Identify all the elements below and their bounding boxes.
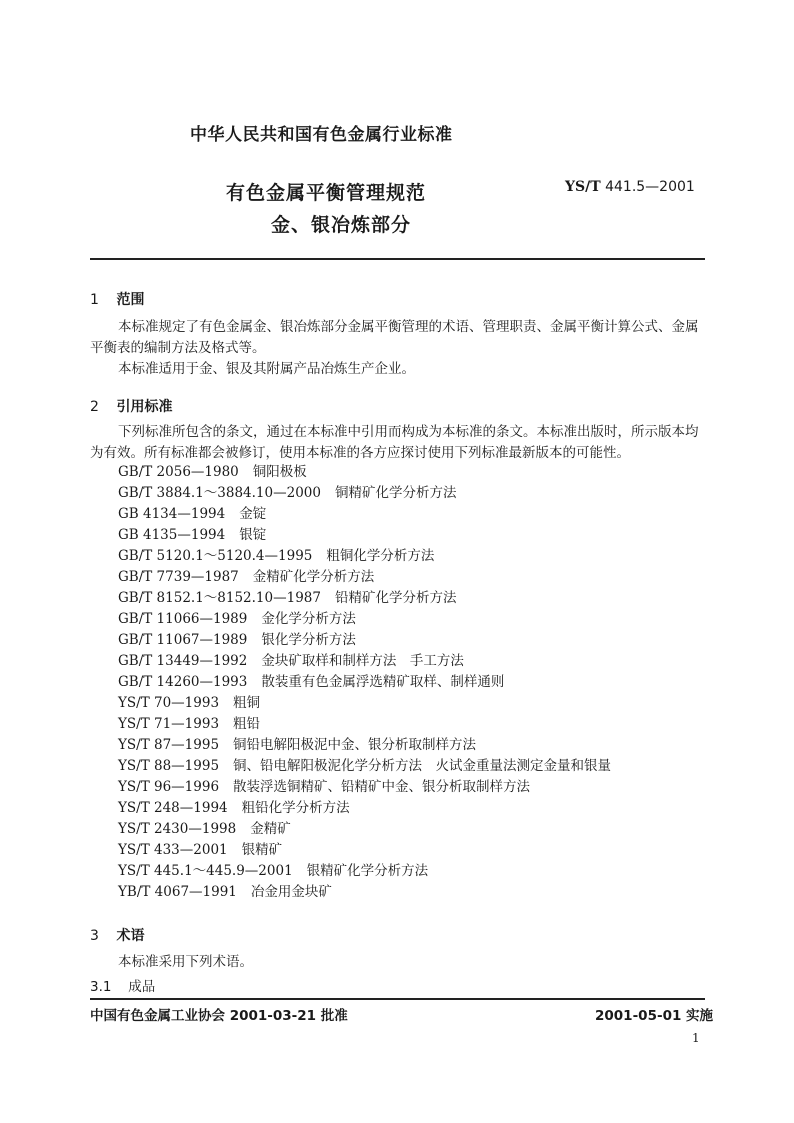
reference-code: GB/T 8152.1～8152.10—1987 (118, 590, 321, 606)
reference-title: 银化学分析方法 (261, 632, 356, 648)
reference-title: 冶金用金块矿 (250, 884, 332, 900)
terms-intro-paragraph: 本标准采用下列术语。 (118, 954, 253, 970)
reference-item (118, 630, 611, 651)
implementation-date: 2001-05-01 实施 (595, 1008, 714, 1024)
subsection-title: 成品 (128, 979, 156, 995)
document-subtitle: 金、银冶炼部分 (271, 214, 412, 236)
reference-code: GB/T 7739—1987 (118, 569, 239, 585)
standard-type-header: 中华人民共和国有色金属行业标准 (190, 125, 453, 145)
reference-title: 铜阳极板 (252, 464, 307, 480)
reference-item (118, 777, 611, 798)
reference-title: 粗铜 (233, 695, 261, 711)
standard-code-number: 441.5—2001 (605, 179, 695, 195)
reference-code: YB/T 4067—1991 (118, 884, 237, 900)
footer-divider (90, 998, 705, 1000)
subsection-3-1 (90, 975, 155, 995)
reference-code: YS/T 87—1995 (118, 737, 220, 753)
reference-code: YS/T 445.1～445.9—2001 (118, 863, 293, 879)
reference-title: 金锭 (239, 506, 267, 522)
reference-title: 散装浮选铜精矿、铅精矿中金、银分析取制样方法 (233, 779, 531, 795)
standard-code (565, 179, 695, 195)
reference-item (118, 609, 611, 630)
approval-info: 中国有色金属工业协会 2001-03-21 批准 (90, 1008, 348, 1024)
reference-title: 铜、铅电解阳极泥化学分析方法 火试金重量法测定金量和银量 (233, 758, 612, 774)
scope-paragraph-1: 本标准规定了有色金属金、银冶炼部分金属平衡管理的术语、管理职责、金属平衡计算公式、金属平衡表的编制方法及格式等。 (90, 319, 699, 356)
reference-title: 银精矿 (241, 842, 283, 858)
reference-title: 铅精矿化学分析方法 (334, 590, 457, 606)
reference-item (118, 840, 611, 861)
reference-title: 银锭 (239, 527, 267, 543)
reference-title: 铜铅电解阳极泥中金、银分析取制样方法 (233, 737, 477, 753)
reference-item (118, 672, 611, 693)
standard-code-prefix: YS/T (565, 179, 601, 195)
section-number: 1 (90, 292, 99, 308)
reference-title: 金化学分析方法 (261, 611, 356, 627)
reference-item (118, 735, 611, 756)
reference-code: GB/T 11066—1989 (118, 611, 248, 627)
section-title: 范围 (116, 292, 145, 308)
reference-title: 粗铅化学分析方法 (241, 800, 350, 816)
subsection-number: 3.1 (90, 979, 112, 995)
scope-paragraph-2: 本标准适用于金、银及其附属产品冶炼生产企业。 (118, 361, 415, 377)
reference-item (118, 546, 611, 567)
reference-title: 金精矿 (250, 821, 291, 837)
header-divider (90, 258, 705, 260)
reference-code: YS/T 96—1996 (118, 779, 220, 795)
reference-title: 散装重有色金属浮选精矿取样、制样通则 (261, 674, 505, 690)
reference-code: YS/T 248—1994 (118, 800, 228, 816)
reference-code: YS/T 70—1993 (118, 695, 220, 711)
section-3-heading (90, 925, 144, 945)
reference-item (118, 504, 611, 525)
section-title: 引用标准 (116, 399, 173, 415)
reference-item (118, 651, 611, 672)
reference-code: GB 4134—1994 (118, 506, 226, 522)
reference-code: GB/T 5120.1～5120.4—1995 (118, 548, 313, 564)
section-2-heading (90, 396, 172, 416)
references-intro-paragraph: 下列标准所包含的条文，通过在本标准中引用而构成为本标准的条文。本标准出版时，所示版本均为有效。所有标准都会被修订，使用本标准的各方应探讨使用下列标准最新版本的可能性。 (90, 424, 699, 461)
reference-code: GB/T 2056—1980 (118, 464, 239, 480)
reference-code: YS/T 2430—1998 (118, 821, 237, 837)
reference-title: 粗铜化学分析方法 (326, 548, 435, 564)
reference-item (118, 861, 611, 882)
page-number: 1 (692, 1031, 700, 1045)
reference-item (118, 714, 611, 735)
reference-item (118, 462, 611, 483)
reference-title: 金块矿取样和制样方法 手工方法 (261, 653, 464, 669)
reference-item (118, 483, 611, 504)
reference-code: GB/T 3884.1～3884.10—2000 (118, 485, 321, 501)
document-title: 有色金属平衡管理规范 (226, 182, 427, 204)
reference-code: YS/T 433—2001 (118, 842, 228, 858)
reference-code: GB 4135—1994 (118, 527, 226, 543)
reference-code: YS/T 88—1995 (118, 758, 220, 774)
section-number: 2 (90, 399, 99, 415)
reference-item (118, 588, 611, 609)
reference-title: 粗铅 (233, 716, 261, 732)
reference-code: GB/T 13449—1992 (118, 653, 248, 669)
reference-list (118, 462, 611, 903)
reference-item (118, 693, 611, 714)
section-title: 术语 (116, 928, 145, 944)
reference-item (118, 567, 611, 588)
reference-item (118, 798, 611, 819)
reference-item (118, 819, 611, 840)
reference-item (118, 882, 611, 903)
reference-title: 铜精矿化学分析方法 (334, 485, 457, 501)
section-1-heading (90, 289, 144, 309)
reference-item (118, 525, 611, 546)
reference-item (118, 756, 611, 777)
reference-title: 金精矿化学分析方法 (252, 569, 375, 585)
reference-code: GB/T 14260—1993 (118, 674, 248, 690)
reference-code: GB/T 11067—1989 (118, 632, 248, 648)
reference-code: YS/T 71—1993 (118, 716, 220, 732)
section-number: 3 (90, 928, 99, 944)
reference-title: 银精矿化学分析方法 (306, 863, 429, 879)
